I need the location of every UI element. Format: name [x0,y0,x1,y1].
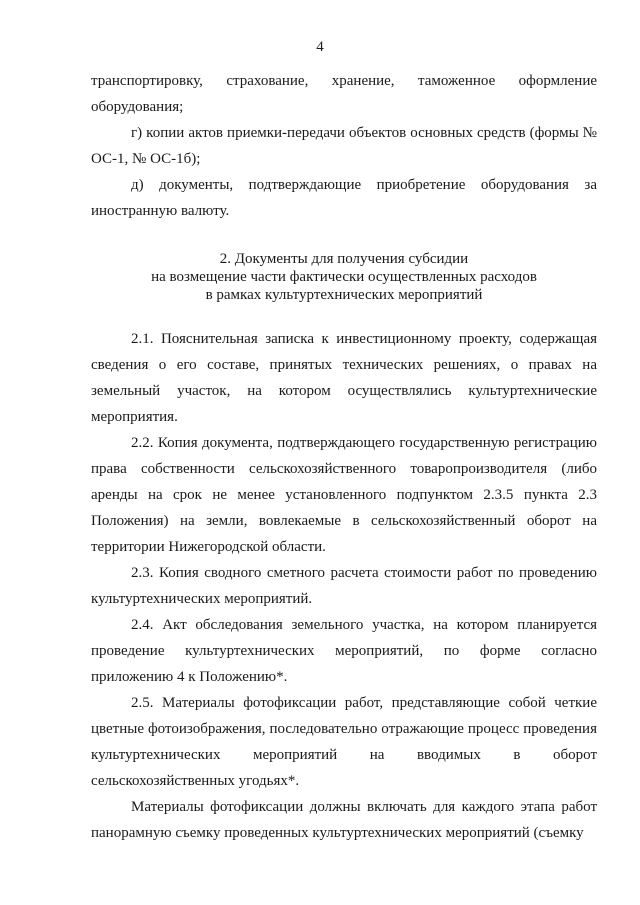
section-heading [91,250,597,304]
page-number: 4 [316,39,324,55]
paragraph-2-2: 2.2. Копия документа, подтверждающего государственную регистрацию права собственности сельскохозяйственного товаропроизводителя (либо аренды на срок не менее установленного подпунктом 2.3.5 пункта 2.3 Положения) на земли, вовлекаемые в сельскохозяйственный оборот на территории Нижегородской области. [91,435,597,555]
paragraph-transport-continuation: транспортировку, страхование, хранение, таможенное оформление оборудования; [91,73,597,115]
paragraph-2-1: 2.1. Пояснительная записка к инвестиционному проекту, содержащая сведения о его составе, принятых технических решениях, о правах на земельный участок, на котором осуществлялись культуртехнические мероприятия. [91,331,597,425]
paragraph-2-5: 2.5. Материалы фотофиксации работ, представляющие собой четкие цветные фотоизображения, последовательно отражающие процесс проведения культуртехнических мероприятий на вводимых в оборот сельскохозяйственных угодьях*. [91,695,597,789]
paragraph-item-g: г) копии актов приемки-передачи объектов основных средств (формы № ОС-1, № ОС-1б); [91,125,597,167]
paragraph-item-d: д) документы, подтверждающие приобретение оборудования за иностранную валюту. [91,177,597,219]
section-heading-line-3: в рамках культуртехнических мероприятий [205,287,483,303]
section-heading-line-1: 2. Документы для получения субсидии [219,251,469,267]
paragraph-photo-materials: Материалы фотофиксации должны включать для каждого этапа работ панорамную съемку проведенных культуртехнических мероприятий (съемку [91,799,597,841]
section-heading-line-2: на возмещение части фактически осуществленных расходов [151,269,537,285]
page-content [91,68,597,846]
paragraph-2-3: 2.3. Копия сводного сметного расчета стоимости работ по проведению культуртехнических мероприятий. [91,565,597,607]
paragraph-2-4: 2.4. Акт обследования земельного участка, на котором планируется проведение культуртехнических мероприятий, по форме согласно приложению 4 к Положению*. [91,617,597,685]
